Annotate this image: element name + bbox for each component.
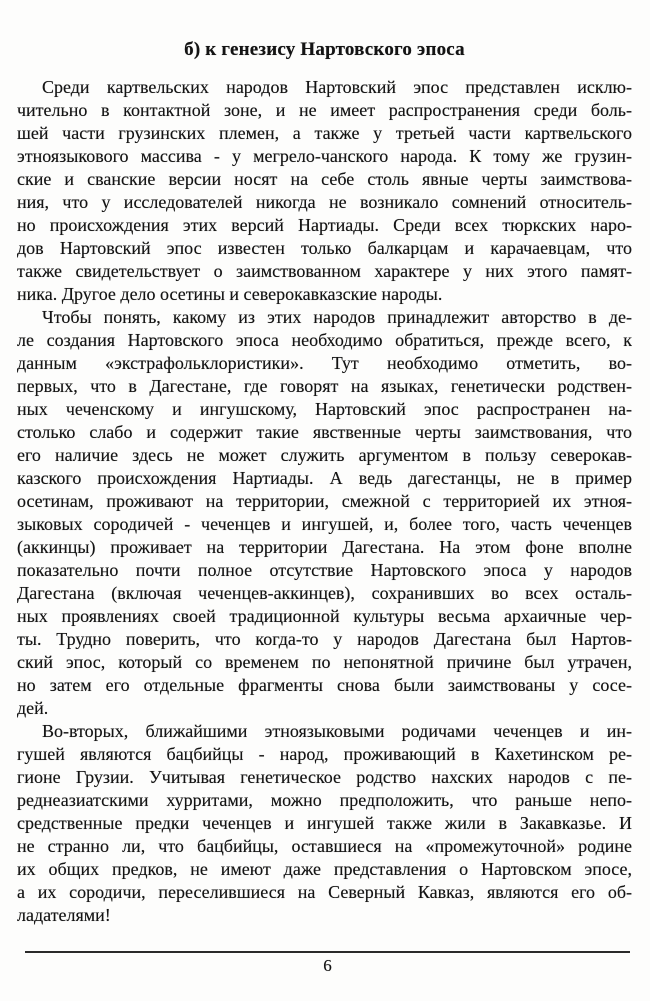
page-number: 6 — [323, 956, 332, 975]
text-line: ские и сванские версии носят на себе столь явные черты заимствова- — [17, 169, 632, 189]
body-text — [17, 76, 632, 927]
text-line: первых, что в Дагестане, где говорят на языках, генетически родствен- — [17, 376, 632, 396]
text-line: гушей являются бацбийцы - народ, проживающий в Кахетинском ре- — [17, 744, 632, 764]
text-line: зыковых сородичей - чеченцев и ингушей, и, более того, часть чеченцев — [17, 514, 632, 534]
text-line: ский эпос, который со временем по непонятной причине был утрачен, — [17, 652, 632, 672]
text-line: но затем его отдельные фрагменты снова были заимствованы у сосе- — [17, 675, 632, 695]
text-line: ле создания Нартовского эпоса необходимо обратиться, прежде всего, к — [17, 330, 632, 350]
text-line: Во-вторых, ближайшими этноязыковыми родичами чеченцев и ин- — [42, 721, 632, 741]
text-line: Среди картвельских народов Нартовский эпос представлен исклю- — [42, 77, 632, 97]
text-line: данным «экстрафольклористики». Тут необходимо отметить, во- — [17, 353, 632, 373]
text-line: также свидетельствует о заимствованном характере у них этого памят- — [17, 261, 632, 281]
text-line: ты. Трудно поверить, что когда-то у народов Дагестана был Нартов- — [17, 629, 632, 649]
text-line: казского происхождения Нартиады. А ведь дагестанцы, не в пример — [17, 468, 632, 488]
text-line: осетинам, проживают на территории, смежной с территорией их этноя- — [17, 491, 632, 511]
text-line: Чтобы понять, какому из этих народов принадлежит авторство в де- — [42, 307, 632, 327]
text-line: дов Нартовский эпос известен только балкарцам и карачаевцам, что — [17, 238, 632, 258]
text-line: ных проявлениях своей традиционной культуры весьма архаичные чер- — [17, 606, 632, 626]
text-line: средственные предки чеченцев и ингушей также жили в Закавказье. И — [17, 813, 632, 833]
text-line: ния, что у исследователей никогда не возникало сомнений относитель- — [17, 192, 632, 212]
text-line: показательно почти полное отсутствие Нартовского эпоса у народов — [17, 560, 632, 580]
text-line: реднеазиатскими хурритами, можно предположить, что раньше непо- — [17, 790, 632, 810]
text-line: этноязыкового массива - у мегрело-чанского народа. К тому же грузин- — [17, 146, 632, 166]
text-line: не странно ли, что бацбийцы, оставшиеся на «промежуточной» родине — [17, 836, 632, 856]
paragraph — [17, 76, 632, 306]
text-line: дей. — [17, 698, 49, 718]
text-line: ных чеченскому и ингушскому, Нартовский эпос распространен на- — [17, 399, 632, 419]
text-line: столько слабо и содержит такие явственные черты заимствования, что — [17, 422, 632, 442]
text-line: Дагестана (включая чеченцев-аккинцев), сохранивших во всех осталь- — [17, 583, 632, 603]
text-line: гионе Грузии. Учитывая генетическое родство нахских народов с пе- — [17, 767, 632, 787]
text-line: ника. Другое дело осетины и северокавказские народы. — [17, 284, 443, 304]
footer-rule — [25, 951, 630, 953]
text-line: но происхождения этих версий Нартиады. Среди всех тюркских наро- — [17, 215, 632, 235]
text-line: (аккинцы) проживает на территории Дагестана. На этом фоне вполне — [17, 537, 632, 557]
text-line: чительно в контактной зоне, и не имеет распространения среди боль- — [17, 100, 632, 120]
text-line: шей части грузинских племен, а также у третьей части картвельского — [17, 123, 632, 143]
page-footer — [25, 951, 630, 976]
text-line: а их сородичи, переселившиеся на Северный Кавказ, являются его об- — [17, 882, 632, 902]
paragraph — [17, 720, 632, 927]
text-line: их общих предков, не имеют даже представления о Нартовском эпосе, — [17, 859, 632, 879]
page-title: б) к генезису Нартовского эпоса — [184, 39, 465, 60]
text-line: его наличие здесь не может служить аргументом в пользу северокав- — [17, 445, 632, 465]
paragraph — [17, 306, 632, 720]
text-line: ладателями! — [17, 905, 111, 925]
